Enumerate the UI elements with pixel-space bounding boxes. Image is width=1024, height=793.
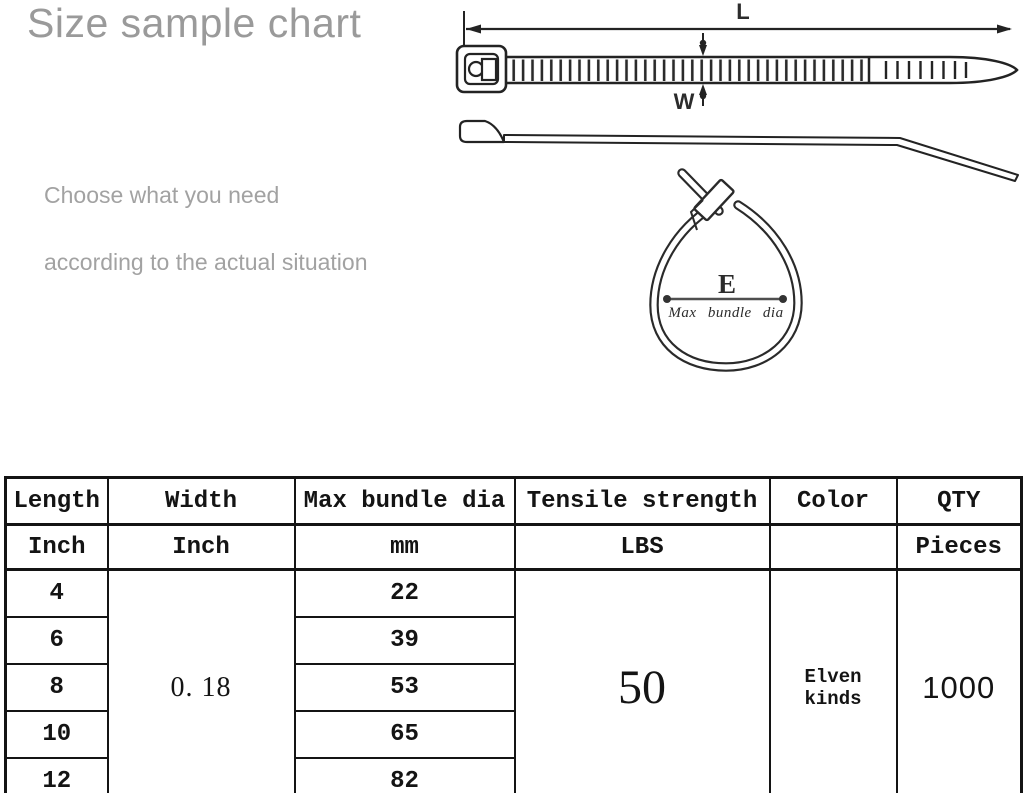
col-header-qty: QTY: [897, 478, 1022, 525]
max-bundle-dia-value: 39: [295, 617, 515, 664]
length-value: 10: [6, 711, 108, 758]
tensile-strength-value: 50: [515, 570, 770, 793]
table-units-row: [6, 525, 1022, 570]
tie-band-ribs: [509, 60, 869, 82]
unit-width: Inch: [108, 525, 295, 570]
size-spec-table: [4, 476, 1023, 793]
width-label: W: [673, 89, 695, 114]
max-bundle-dia-value: 82: [295, 758, 515, 793]
unit-qty: Pieces: [897, 525, 1022, 570]
length-label: L: [736, 0, 750, 24]
max-bundle-dia-value: 65: [295, 711, 515, 758]
unit-length: Inch: [6, 525, 108, 570]
length-value: 4: [6, 570, 108, 618]
cable-tie-side-view: [460, 121, 1018, 181]
length-value: 8: [6, 664, 108, 711]
col-header-tensile-strength: Tensile strength: [515, 478, 770, 525]
cable-tie-top-view: [457, 46, 1017, 92]
tie-head: [457, 46, 506, 92]
bundle-dia-dimension: [663, 269, 787, 321]
length-value: 6: [6, 617, 108, 664]
width-value: 0. 18: [108, 570, 295, 793]
length-dimension-arrow: [464, 0, 1012, 62]
col-header-color: Color: [770, 478, 897, 525]
unit-tensile-strength: LBS: [515, 525, 770, 570]
bundle-dia-label: E: [717, 269, 737, 299]
max-bundle-dia-value: 53: [295, 664, 515, 711]
page-title: Size sample chart: [27, 0, 362, 46]
unit-max-bundle-dia: mm: [295, 525, 515, 570]
subtitle-line-1: Choose what you need: [44, 182, 280, 208]
cable-tie-size-diagram: [450, 0, 1024, 460]
col-header-max-bundle-dia: Max bundle dia: [295, 478, 515, 525]
length-value: 12: [6, 758, 108, 793]
bundle-dia-caption: Max bundle dia: [668, 305, 784, 321]
qty-value: 1000: [897, 570, 1022, 793]
max-bundle-dia-value: 22: [295, 570, 515, 618]
col-header-length: Length: [6, 478, 108, 525]
table-row: [6, 570, 1022, 618]
unit-color: [770, 525, 897, 570]
col-header-width: Width: [108, 478, 295, 525]
subtitle-line-2: according to the actual situation: [44, 249, 368, 275]
color-value: Elven kinds: [770, 570, 897, 793]
table-header-row: [6, 478, 1022, 525]
